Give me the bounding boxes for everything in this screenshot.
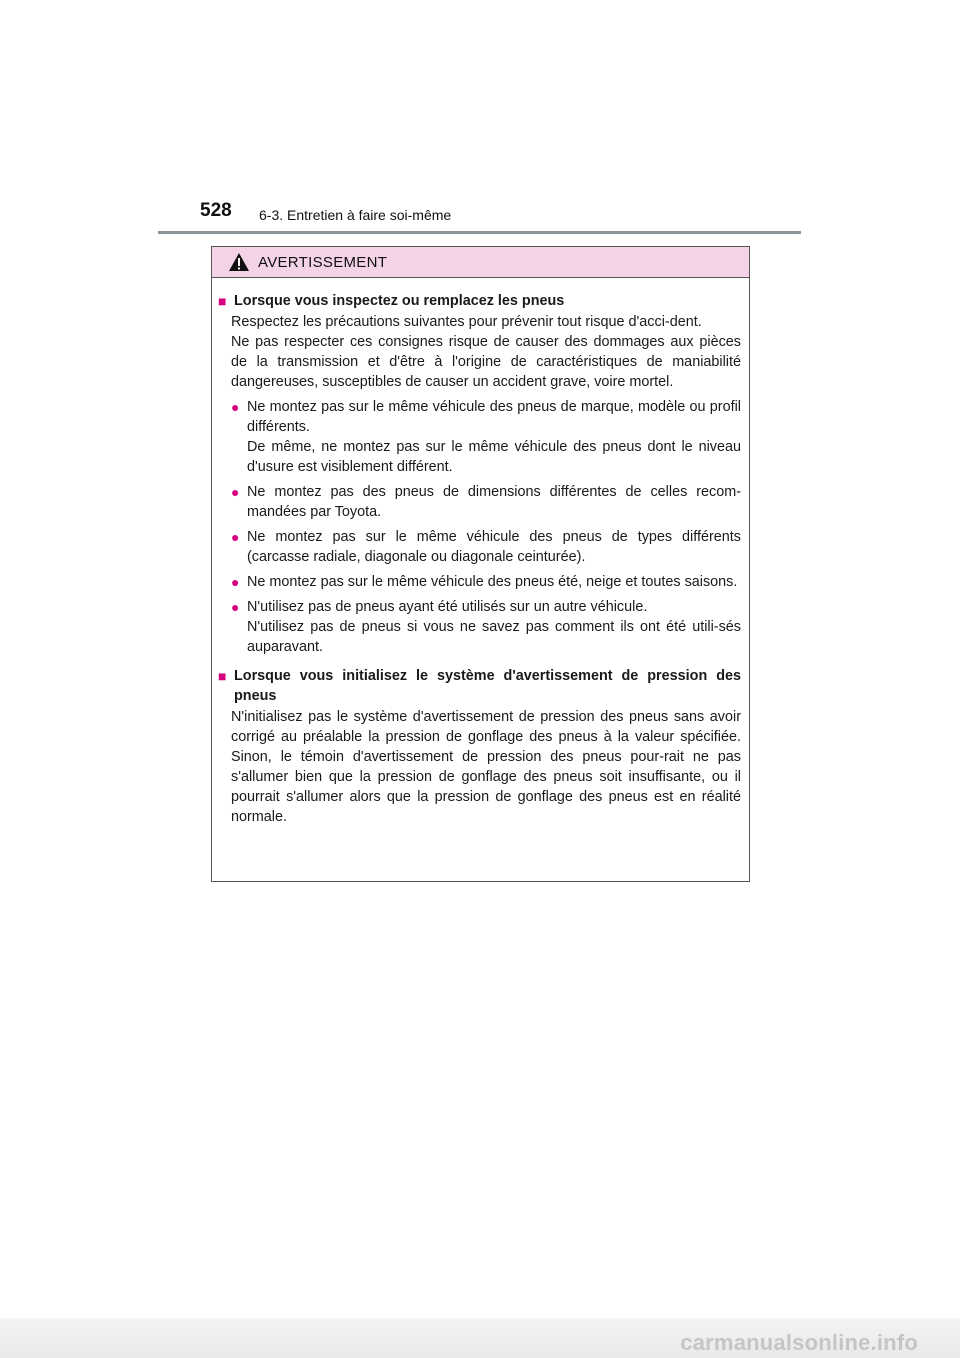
list-item-text: Ne montez pas sur le même véhicule des pneus de types différents (carcasse radiale, diagonale ou diagonale ceinturée).: [247, 529, 741, 565]
circle-bullet-icon: ●: [231, 399, 240, 415]
warning-header: [212, 247, 749, 278]
list-item-text: N'utilisez pas de pneus ayant été utilisés sur un autre véhicule.: [247, 599, 648, 615]
paragraph-text: Respectez les précautions suivantes pour prévenir tout risque d'acci-dent.: [231, 314, 702, 330]
list-item-text: Ne montez pas des pneus de dimensions différentes de celles recom-mandées par Toyota.: [247, 484, 741, 520]
section-heading: [218, 291, 741, 311]
list-item: [231, 572, 741, 592]
page-number: 528: [200, 200, 232, 221]
circle-bullet-icon: ●: [231, 599, 240, 615]
list-item: [231, 397, 741, 477]
circle-bullet-icon: ●: [231, 574, 240, 590]
paragraph-text: Ne pas respecter ces consignes risque de causer des dommages aux pièces de la transmission et d'être à l'origine de caractéristiques de maniabilité dangereuses, susceptibles de causer un accident grave, voire mortel.: [231, 334, 741, 390]
list-item-text: De même, ne montez pas sur le même véhicule des pneus dont le niveau d'usure est visiblement différent.: [247, 439, 741, 475]
paragraph: [231, 707, 741, 827]
list-item-text: Ne montez pas sur le même véhicule des pneus de marque, modèle ou profil différents.: [247, 399, 741, 435]
section-heading: [218, 666, 741, 706]
square-bullet-icon: ■: [218, 668, 227, 684]
warning-body: [212, 278, 749, 827]
list-item-text: N'utilisez pas de pneus si vous ne savez pas comment ils ont été utili-sés auparavant.: [247, 619, 741, 655]
watermark-text: carmanualsonline.info: [680, 1330, 918, 1355]
list-item-text: Ne montez pas sur le même véhicule des pneus été, neige et toutes saisons.: [247, 574, 738, 590]
circle-bullet-icon: ●: [231, 529, 240, 545]
circle-bullet-icon: ●: [231, 484, 240, 500]
section-heading-text: Lorsque vous initialisez le système d'avertissement de pression des pneus: [234, 668, 741, 704]
list-item: [231, 597, 741, 657]
warning-triangle-icon: [228, 252, 250, 272]
header-divider: [158, 231, 801, 234]
list-item: [231, 482, 741, 522]
warning-title: AVERTISSEMENT: [258, 253, 388, 271]
square-bullet-icon: ■: [218, 293, 227, 309]
warning-box: [211, 246, 750, 882]
section-title: 6-3. Entretien à faire soi-même: [259, 207, 452, 223]
paragraph: [231, 312, 741, 392]
page-header: [0, 0, 960, 240]
list-item: [231, 527, 741, 567]
paragraph-text: N'initialisez pas le système d'avertissement de pression des pneus sans avoir corrigé au préalable la pression de gonflage des pneus à la valeur spécifiée. Sinon, le témoin d'avertissement de pression des pneus pour-rait ne pas s'allumer bien que la pression de gonflage des pneus soit insuffisante, ou il pourrait s'allumer alors que la pression de gonflage des pneus est en réalité normale.: [231, 709, 741, 825]
section-heading-text: Lorsque vous inspectez ou remplacez les pneus: [234, 293, 565, 309]
